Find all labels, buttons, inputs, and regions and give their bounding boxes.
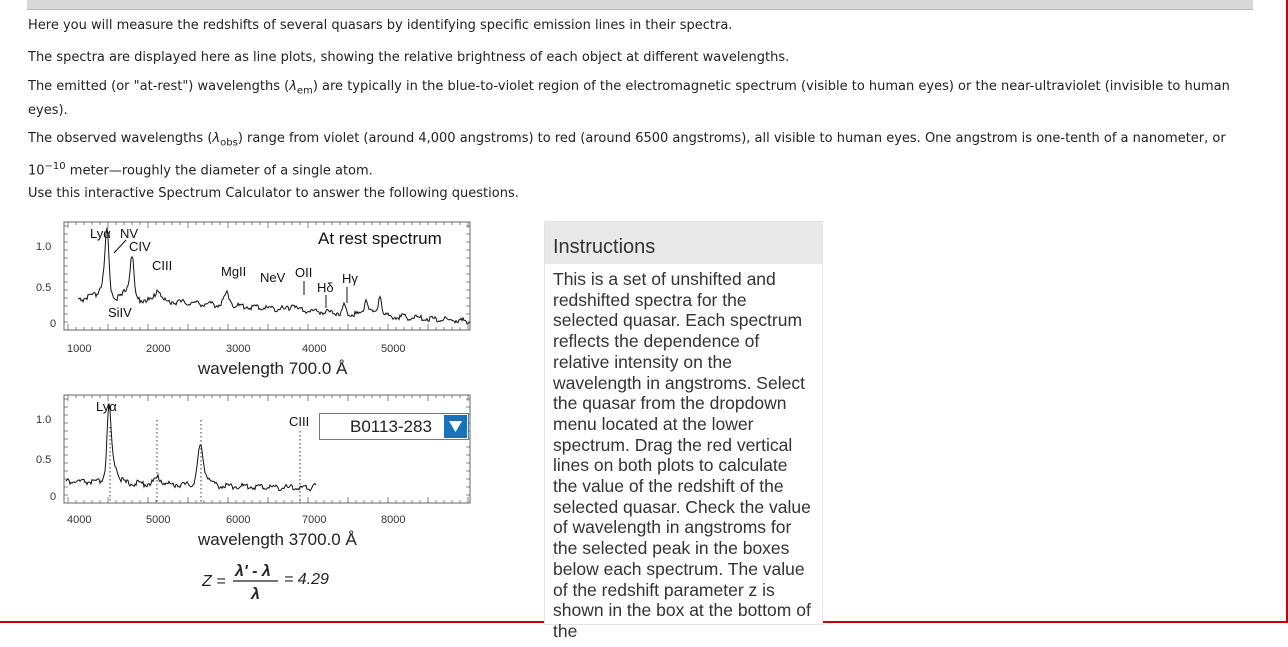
observed-text-mid: ) range from violet (around 4,000 angstroms) to red (around 6500 angstroms), all visible to human eyes. One angstrom is one-tenth of a nanometer, or	[237, 131, 1226, 146]
mgii-label: MgII	[221, 264, 247, 279]
obs-lya-label: Lyα	[96, 399, 117, 414]
quasar-select-value: B0113-283	[350, 417, 432, 436]
rest-xtick: 5000	[381, 343, 406, 355]
power-base: 10	[28, 162, 45, 178]
instructions-body: This is a set of unshifted and redshifted spectra for the selected quasar. Each spectrum reflects the dependence of relative intensity on the wavelength in angstroms. Select the quasar from the dropdown menu located at the lower spectrum. Drag the red vertical lines on both plots to calculate the value of the redshift of the selected quasar. Check the value of wavelength in angstroms for the selected peak in the boxes below each spectrum. The value of the redshift parameter z is shown in the box at the bottom of the	[553, 269, 811, 641]
hg-label: Hγ	[342, 271, 358, 286]
instructions-panel	[544, 221, 823, 641]
obs-xtick: 8000	[381, 514, 406, 526]
intro-text: Here you will measure the redshifts of several quasars by identifying specific emission lines in their spectra.	[28, 18, 733, 33]
lambda-symbol: λ	[289, 79, 297, 94]
emitted-paragraph	[28, 77, 1248, 120]
observed-paragraph	[28, 127, 1248, 182]
spectra-paragraph	[28, 46, 1248, 69]
spectra-text: The spectra are displayed here as line plots, showing the relative brightness of each object at different wavelengths.	[28, 50, 790, 65]
obs-plot-ticks	[64, 395, 470, 503]
nv-pointer	[114, 240, 126, 253]
obs-wavelength-readout: wavelength 3700.0 Å	[198, 530, 357, 549]
oii-label: OII	[295, 265, 313, 280]
top-bar	[27, 0, 1253, 10]
lya-label: Lyα	[90, 226, 111, 241]
obs-ytick: 1.0	[36, 414, 52, 426]
observed-text-start: The observed wavelengths (	[28, 131, 213, 146]
nv-label: NV	[120, 226, 139, 241]
quasar-select[interactable]	[319, 413, 469, 440]
obs-xtick: 7000	[302, 514, 327, 526]
observed-text-end: meter—roughly the diameter of a single atom.	[65, 162, 373, 178]
obs-ytick: 0	[50, 491, 57, 503]
obs-ytick: 0.5	[36, 454, 52, 466]
formula-lhs: Z =	[202, 573, 226, 590]
spectrum-calculator	[28, 215, 548, 623]
civ-label: CIV	[129, 239, 151, 254]
observed-spectrum-line	[66, 403, 316, 491]
calculator-text: Use this interactive Spectrum Calculator to answer the following questions.	[28, 186, 519, 201]
rest-xtick: 1000	[67, 343, 92, 355]
dropdown-button[interactable]	[444, 415, 467, 438]
emitted-text-end: ) are typically in the blue-to-violet region of the electromagnetic spectrum (visible to human eyes) or the near-ultraviolet (invisible to human eyes).	[28, 79, 1230, 118]
chevron-down-icon	[444, 415, 467, 438]
nev-label: NeV	[260, 270, 286, 285]
rest-plot-title: At rest spectrum	[318, 229, 442, 248]
rest-xtick: 2000	[146, 343, 171, 355]
obs-subscript: obs	[220, 137, 238, 149]
lambda-symbol: λ	[212, 131, 221, 146]
siiv-label: SiIV	[108, 305, 132, 320]
rest-xtick: 4000	[302, 343, 327, 355]
rest-spectrum-plot	[36, 222, 470, 378]
rest-ytick: 0.5	[36, 282, 52, 294]
ciii-label: CIII	[152, 258, 173, 273]
redshift-formula	[201, 563, 329, 603]
rest-ytick: 1.0	[36, 241, 52, 253]
calculator-paragraph	[28, 182, 1248, 205]
rest-xtick: 3000	[226, 343, 251, 355]
obs-xtick: 5000	[146, 514, 171, 526]
instructions-heading: Instructions	[545, 222, 822, 264]
obs-xtick: 6000	[226, 514, 251, 526]
rest-wavelength-readout: wavelength 700.0 Å	[198, 359, 348, 378]
intro-paragraph	[28, 14, 1248, 37]
hd-label: Hδ	[317, 280, 334, 295]
rest-ytick: 0	[50, 318, 57, 330]
em-subscript: em	[296, 85, 313, 97]
obs-ciii-label: CIII	[289, 414, 310, 429]
obs-plot-frame	[64, 395, 470, 503]
emitted-text-start: The emitted (or "at-rest") wavelengths (	[28, 79, 290, 94]
redshift-result: = 4.29	[284, 571, 329, 588]
obs-xtick: 4000	[67, 514, 92, 526]
power-exponent: −10	[44, 160, 66, 172]
formula-denominator: λ	[251, 586, 260, 603]
formula-numerator: λ' - λ	[235, 563, 271, 580]
